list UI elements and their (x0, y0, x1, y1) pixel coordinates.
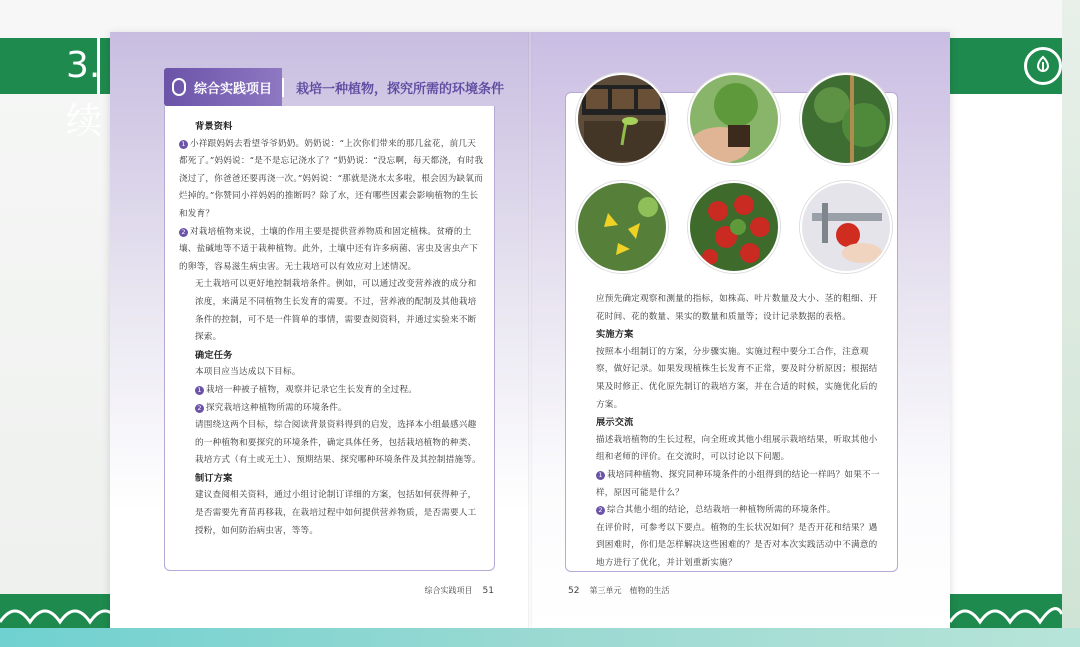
number-badge: 1 (179, 140, 188, 149)
capsule-icon (172, 78, 186, 96)
section-heading-share: 展示交流 (596, 417, 634, 429)
page-footer: 综合实践项目 51 (424, 586, 494, 596)
number-badge: 2 (195, 404, 204, 413)
paragraph: 2 对栽培植物来说，土壤的作用主要是提供营养物质和固定植株。贫瘠的土壤、盐碱地等不适于栽种植物。此外，土壤中还有许多病菌、害虫及害虫产下的卵等，容易滋生病虫害。无土栽培可以有效应对上述情况。 (179, 226, 478, 272)
bottom-strip (0, 628, 1080, 647)
page-right (530, 32, 950, 630)
paragraph: 本项目应当达成以下目标。 (195, 367, 301, 378)
paragraph: 无土栽培可以更好地控制栽培条件。例如，可以通过改变营养液的成分和浓度，来满足不同植物生长发育的需要。不过，营养液的配制及其他栽培条件的控制，可不是一件简单的事情，需要查阅资料，并通过实验来不断探索。 (195, 279, 477, 343)
right-content-panel (565, 92, 898, 572)
number-badge: 2 (179, 228, 188, 237)
caliper-tomato-photo (800, 181, 892, 273)
slide-body (948, 94, 1062, 594)
textbook-spread (110, 32, 950, 630)
page-number: 51 (482, 586, 494, 596)
leaf-emblem-icon (1024, 47, 1062, 85)
number-badge: 1 (596, 471, 605, 480)
project-tag: 综合实践项目 (164, 68, 282, 106)
paragraph: 在评价时，可参考以下要点。植物的生长状况如何？是否开花和结果？遇到困难时，你们是怎样解决这些困难的？是否对本次实践活动中不满意的地方进行了优化，并计划重新实施？ (596, 522, 878, 568)
number-badge: 2 (596, 506, 605, 515)
paragraph: 描述栽培植物的生长过程，向全班或其他小组展示栽培结果，听取其他小组和老师的评价。在交流时，可以讨论以下问题。 (596, 434, 878, 463)
seedling-tray-photo (576, 73, 668, 165)
page-number: 52 (568, 586, 580, 596)
number-badge: 1 (195, 386, 204, 395)
yellow-flower-photo (576, 181, 668, 273)
list-item: 1 栽培一种被子植物，观察并记录它生长发育的全过程。 (179, 382, 484, 400)
paragraph: 1 小祥跟妈妈去看望爷爷奶奶。奶奶说：“上次你们带来的那几盆花，前几天都死了。”妈妈说：“是不是忘记浇水了？”奶奶说：“没忘啊，每天都浇，有时我浇过了，你爸爸还要再浇一次。”妈妈说：“那就是浇水太多啦，根会因为缺氧而烂掉的。”你赞同小祥妈妈的推断吗？除了水，还有哪些因素会影响植物的生长和发育？ (179, 138, 484, 219)
section-heading-implement: 实施方案 (596, 329, 634, 341)
page-left (110, 32, 530, 630)
tomatoes-photo (688, 181, 780, 273)
hand-seedling-photo (688, 73, 780, 165)
project-header (164, 68, 504, 106)
section-heading-plan: 制订方案 (195, 472, 233, 484)
tomato-plant-photo (800, 73, 892, 165)
book-gutter (528, 32, 532, 630)
section-heading-background: 背景资料 (195, 121, 233, 132)
section-heading-task: 确定任务 (195, 349, 233, 361)
right-rail (1062, 0, 1080, 647)
paragraph: 建议查阅相关资料，通过小组讨论制订详细的方案，包括如何获得种子，是否需要先育苗再移栽，在栽培过程中如何提供营养物质，是否需要人工授粉，如何防治病虫害，等等。 (195, 490, 477, 536)
list-item: 2 探究栽培这种植物所需的环境条件。 (179, 400, 484, 418)
list-item: 2 综合其他小组的结论，总结栽培一种植物所需的环境条件。 (580, 502, 885, 520)
project-title: 栽培一种植物，探究所需的环境条件 (282, 78, 504, 97)
list-item: 1 栽培同种植物、探究同种环境条件的小组得到的结论一样吗？如果不一样，原因可能是什么？ (596, 469, 880, 498)
slide-title: 3. 续 (10, 38, 100, 94)
paragraph: 按照本小组制订的方案，分步骤实施。实施过程中要分工合作，注意观察，做好记录。如果发现植株生长发育不正常，要及时分析原因；根据结果及时修正、优化原先制订的栽培方案，并在合适的时候，实施优化后的方案。 (596, 346, 878, 410)
paragraph: 应预先确定观察和测量的指标，如株高、叶片数量及大小、茎的粗细、开花时间、花的数量、果实的数量和质量等；设计记录数据的表格。 (596, 294, 878, 322)
paragraph: 请围绕这两个目标，综合阅读背景资料得到的启发，选择本小组最感兴趣的一种植物和要探究的环境条件，确定具体任务，包括栽培植物的种类、栽培方式（有土或无土）、预期结果、探究哪种环境条件及其控制措施等。 (195, 420, 481, 466)
left-content-panel (164, 106, 495, 571)
page-footer: 52 第三单元 植物的生活 (568, 586, 670, 596)
